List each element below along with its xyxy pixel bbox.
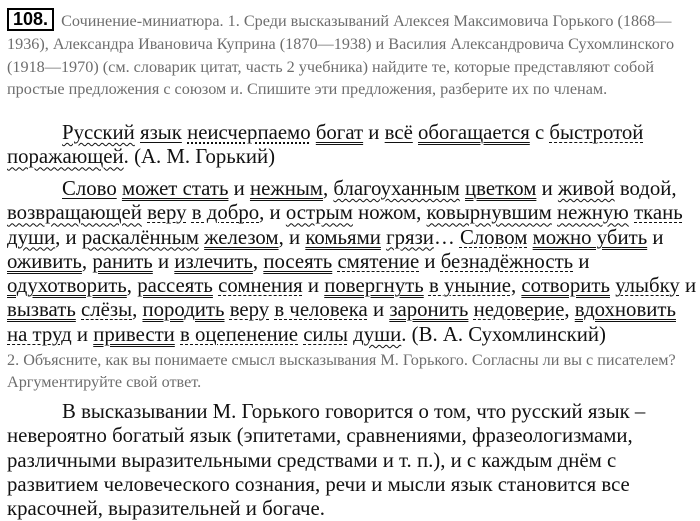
sentence-member-predicate: заронить [389,298,469,322]
sentence-member-predicate: обогащается [418,121,530,144]
sentence-text: и [228,177,250,200]
sentence-member-predicate: комьями [305,225,381,249]
sentence-member-object: в добро [191,201,260,225]
sentence-text: . (А. М. Горький) [123,145,276,169]
sentence-text: и [302,274,325,298]
sentence-text: , [510,274,522,298]
sentence-member-predicate: ранить [92,249,153,273]
sentence-member-attribute: живой [557,177,615,200]
sentence-member-predicate: цветком [465,177,537,200]
sentence-member-object: слёзы [81,298,133,322]
sentence-member-predicate: можно убить [532,225,648,249]
sentence-member-predicate: посеять [263,249,333,273]
sentence-member-object: веру [229,298,270,322]
sentence-member-attribute: души [7,225,56,249]
sentence-member-subject: язык [140,121,182,144]
sentence-text: и [536,177,558,200]
sentence-member-attribute: Русский [62,121,135,144]
task-1-text-block [7,8,693,101]
sentence-text: водой, [614,177,677,200]
sentence-text: , [81,249,93,273]
sentence-member-attribute: нежную [557,201,629,225]
sentence-member-attribute: души [353,322,402,346]
sentence-member-predicate: вдохновить [574,298,676,322]
answer-text: В высказывании М. Горького говорится о том, что русский язык – невероятно богатый язык (эпитетами, сравнениями, фразеологизмами, различными выразительными средствами и т. п.), и с каждым днём с развитием человеческого сознания, речи и мысли язык становится все красочней, выразительней и богаче. [7,400,646,521]
sentence-member-subject: Слово [62,177,117,200]
sentence-member-predicate: породить [142,298,225,322]
sentence-member-object: в оцепенение [180,322,298,346]
sentence-text: , и [55,225,82,249]
sentence-text: с [529,121,550,144]
sentence-member-object: в уныние [428,274,511,298]
exercise-number: 108. [7,8,54,31]
sentence-member-predicate: железом [204,225,279,249]
sentence-text: , [322,177,334,200]
sentence-member-object: ткань [634,201,683,225]
sentence-member-adverbial: неисчерпаемо [187,121,311,144]
sentence-member-object: веру [147,201,187,225]
sentence-text: , и [259,201,286,225]
sentence-member-predicate: может стать [121,177,229,200]
sentence-text: и [152,249,175,273]
quote-gorky [7,121,697,170]
sentence-member-predicate: вызвать [7,298,76,322]
sentence-member-predicate: рассеять [137,274,213,298]
sentence-text: , [252,249,264,273]
sentence-member-object: смятение [337,249,420,273]
sentence-text: , [132,298,143,322]
sentence-member-predicate: богат [315,121,364,144]
sentence-text: и [647,225,664,249]
sentence-member-attribute: ковырнувшим [426,201,552,225]
task-2-instructions: 2. Объясните, как вы понимаете смысл высказывания М. Горького. Согласны ли вы с писателем? Аргументируйте свой ответ. [7,351,676,391]
sentence-member-predicate: одухотворить [7,274,127,298]
sentence-text: , и [278,225,306,249]
sentence-text: . (В. А. Сухомлинский) [401,322,606,346]
sentence-member-object: улыбку [615,274,680,298]
sentence-member-object: Словом [459,225,528,249]
sentence-text: и [679,274,697,298]
sentence-member-attribute: благоуханным [333,177,460,200]
sentence-member-object: силы [303,322,348,346]
sentence-member-predicate: оживить [7,249,82,273]
quote-sukhomlinsky [7,177,697,347]
sentence-text: и [419,249,441,273]
sentence-text: и [367,298,390,322]
sentence-member-attribute: поражающей [7,145,124,169]
sentence-text: , [564,298,575,322]
sentence-member-object: быстротой [549,121,644,144]
sentence-text: , [126,274,138,298]
sentence-member-object: сомнения [218,274,303,298]
sentence-text: и [363,121,385,144]
sentence-member-attribute: грязи [386,225,434,249]
sentence-member-object: безнадёжность [440,249,574,273]
sentence-text: … [433,225,460,249]
sentence-member-subject: всё [384,121,413,144]
task-1-instructions: Сочинение-миниатюра. 1. Среди высказываний Алексея Максимовича Горького (1868—1936), Александра Ивановича Куприна (1870—1938) и Василия Александровича Сухомлинского (1918—1970) (см. словарик цитат, часть 2 учебника) найдите те, которые представляют собой простые предложения с союзом и. Спишите эти предложения, разберите их по членам. [7,12,675,99]
sentence-member-attribute: раскалённым [81,225,199,249]
sentence-member-predicate: сотворить [521,274,610,298]
sentence-member-predicate: излечить [174,249,253,273]
sentence-member-predicate: нежным [249,177,323,200]
sentence-member-object: недоверие [473,298,565,322]
sentence-member-predicate: повергнуть [324,274,424,298]
sentence-member-attribute: возвращающей [7,201,142,225]
sentence-member-predicate: привести [93,322,175,346]
sentence-member-object: на труд [7,322,72,346]
sentence-text: и [71,322,94,346]
sentence-member-object: в человека [274,298,368,322]
sentence-member-attribute: острым [285,201,353,225]
sentence-text: ножом, [352,201,427,225]
sentence-text: и [573,249,590,273]
